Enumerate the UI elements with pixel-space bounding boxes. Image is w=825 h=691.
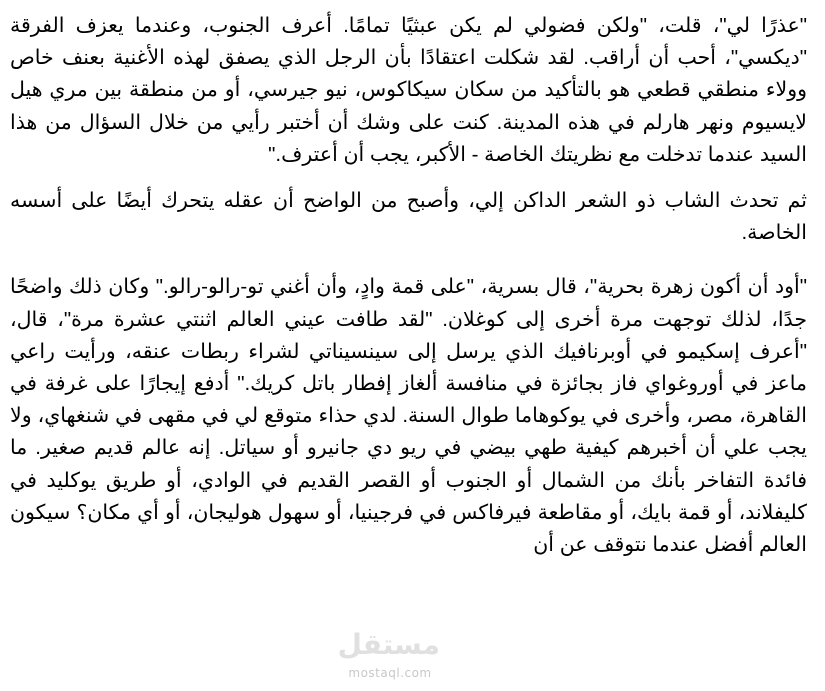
watermark-logo-text: مستقل xyxy=(337,628,440,661)
paragraph-1: "عذرًا لي"، قلت، "ولكن فضولي لم يكن عبثيًا تمامًا. أعرف الجنوب، وعندما يعزف الفرقة "ديكسي"، أحب أن أراقب. لقد شكلت اعتقادًا بأن الرجل الذي يصفق لهذه الأغنية بعنف خاص وولاء منطقي قطعي هو بالتأكيد من سكان سيكاكوس، نيو جيرسي، أو من منطقة بين مري هيل لايسيوم ونهر هارلم في هذه المدينة. كنت على وشك أن أختبر رأيي من خلال السؤال من هذا السيد عندما تدخلت مع نظريتك الخاصة - الأكبر، يجب أن أعترف." xyxy=(10,14,807,166)
paragraph-3: "أود أن أكون زهرة بحرية"، قال بسرية، "على قمة وادٍ، وأن أغني تو-رالو-رالو." وكان ذلك واضحًا جدًا، لذلك توجهت مرة أخرى إلى كوغلان. "لقد طافت عيني العالم اثنتي عشرة مرة"، قال، "أعرف إسكيمو في أوبرنافيك الذي يرسل إلى سينسيناتي لشراء ربطات عنقه، ورأيت راعي ماعز في أوروغواي فاز بجائزة في منافسة ألغاز إفطار باتل كريك." أدفع إيجارًا على غرفة في القاهرة، مصر، وأخرى في يوكوهاما طوال السنة. لدي حذاء متوقع لي في مقهى في شنغهاي، ولا يجب علي أن أخبرهم كيفية طهي بيضي في ريو دي جانيرو أو سياتل. إنه عالم قديم صغير. ما فائدة التفاخر بأنك من الشمال أو الجنوب أو القصر القديم في الوادي، أو طريق يوكليد في كليفلاند، أو قمة بايك، أو مقاطعة فيرفاكس في فرجينيا، أو سهول هوليجان، أو أي مكان؟ سيكون العالم أفضل عندما نتوقف عن أن xyxy=(10,275,807,557)
paragraph-2: ثم تحدث الشاب ذو الشعر الداكن إلي، وأصبح من الواضح أن عقله يتحرك أيضًا على أسسه الخاصة. xyxy=(10,189,807,245)
watermark-domain: mostaql.com xyxy=(348,666,432,680)
